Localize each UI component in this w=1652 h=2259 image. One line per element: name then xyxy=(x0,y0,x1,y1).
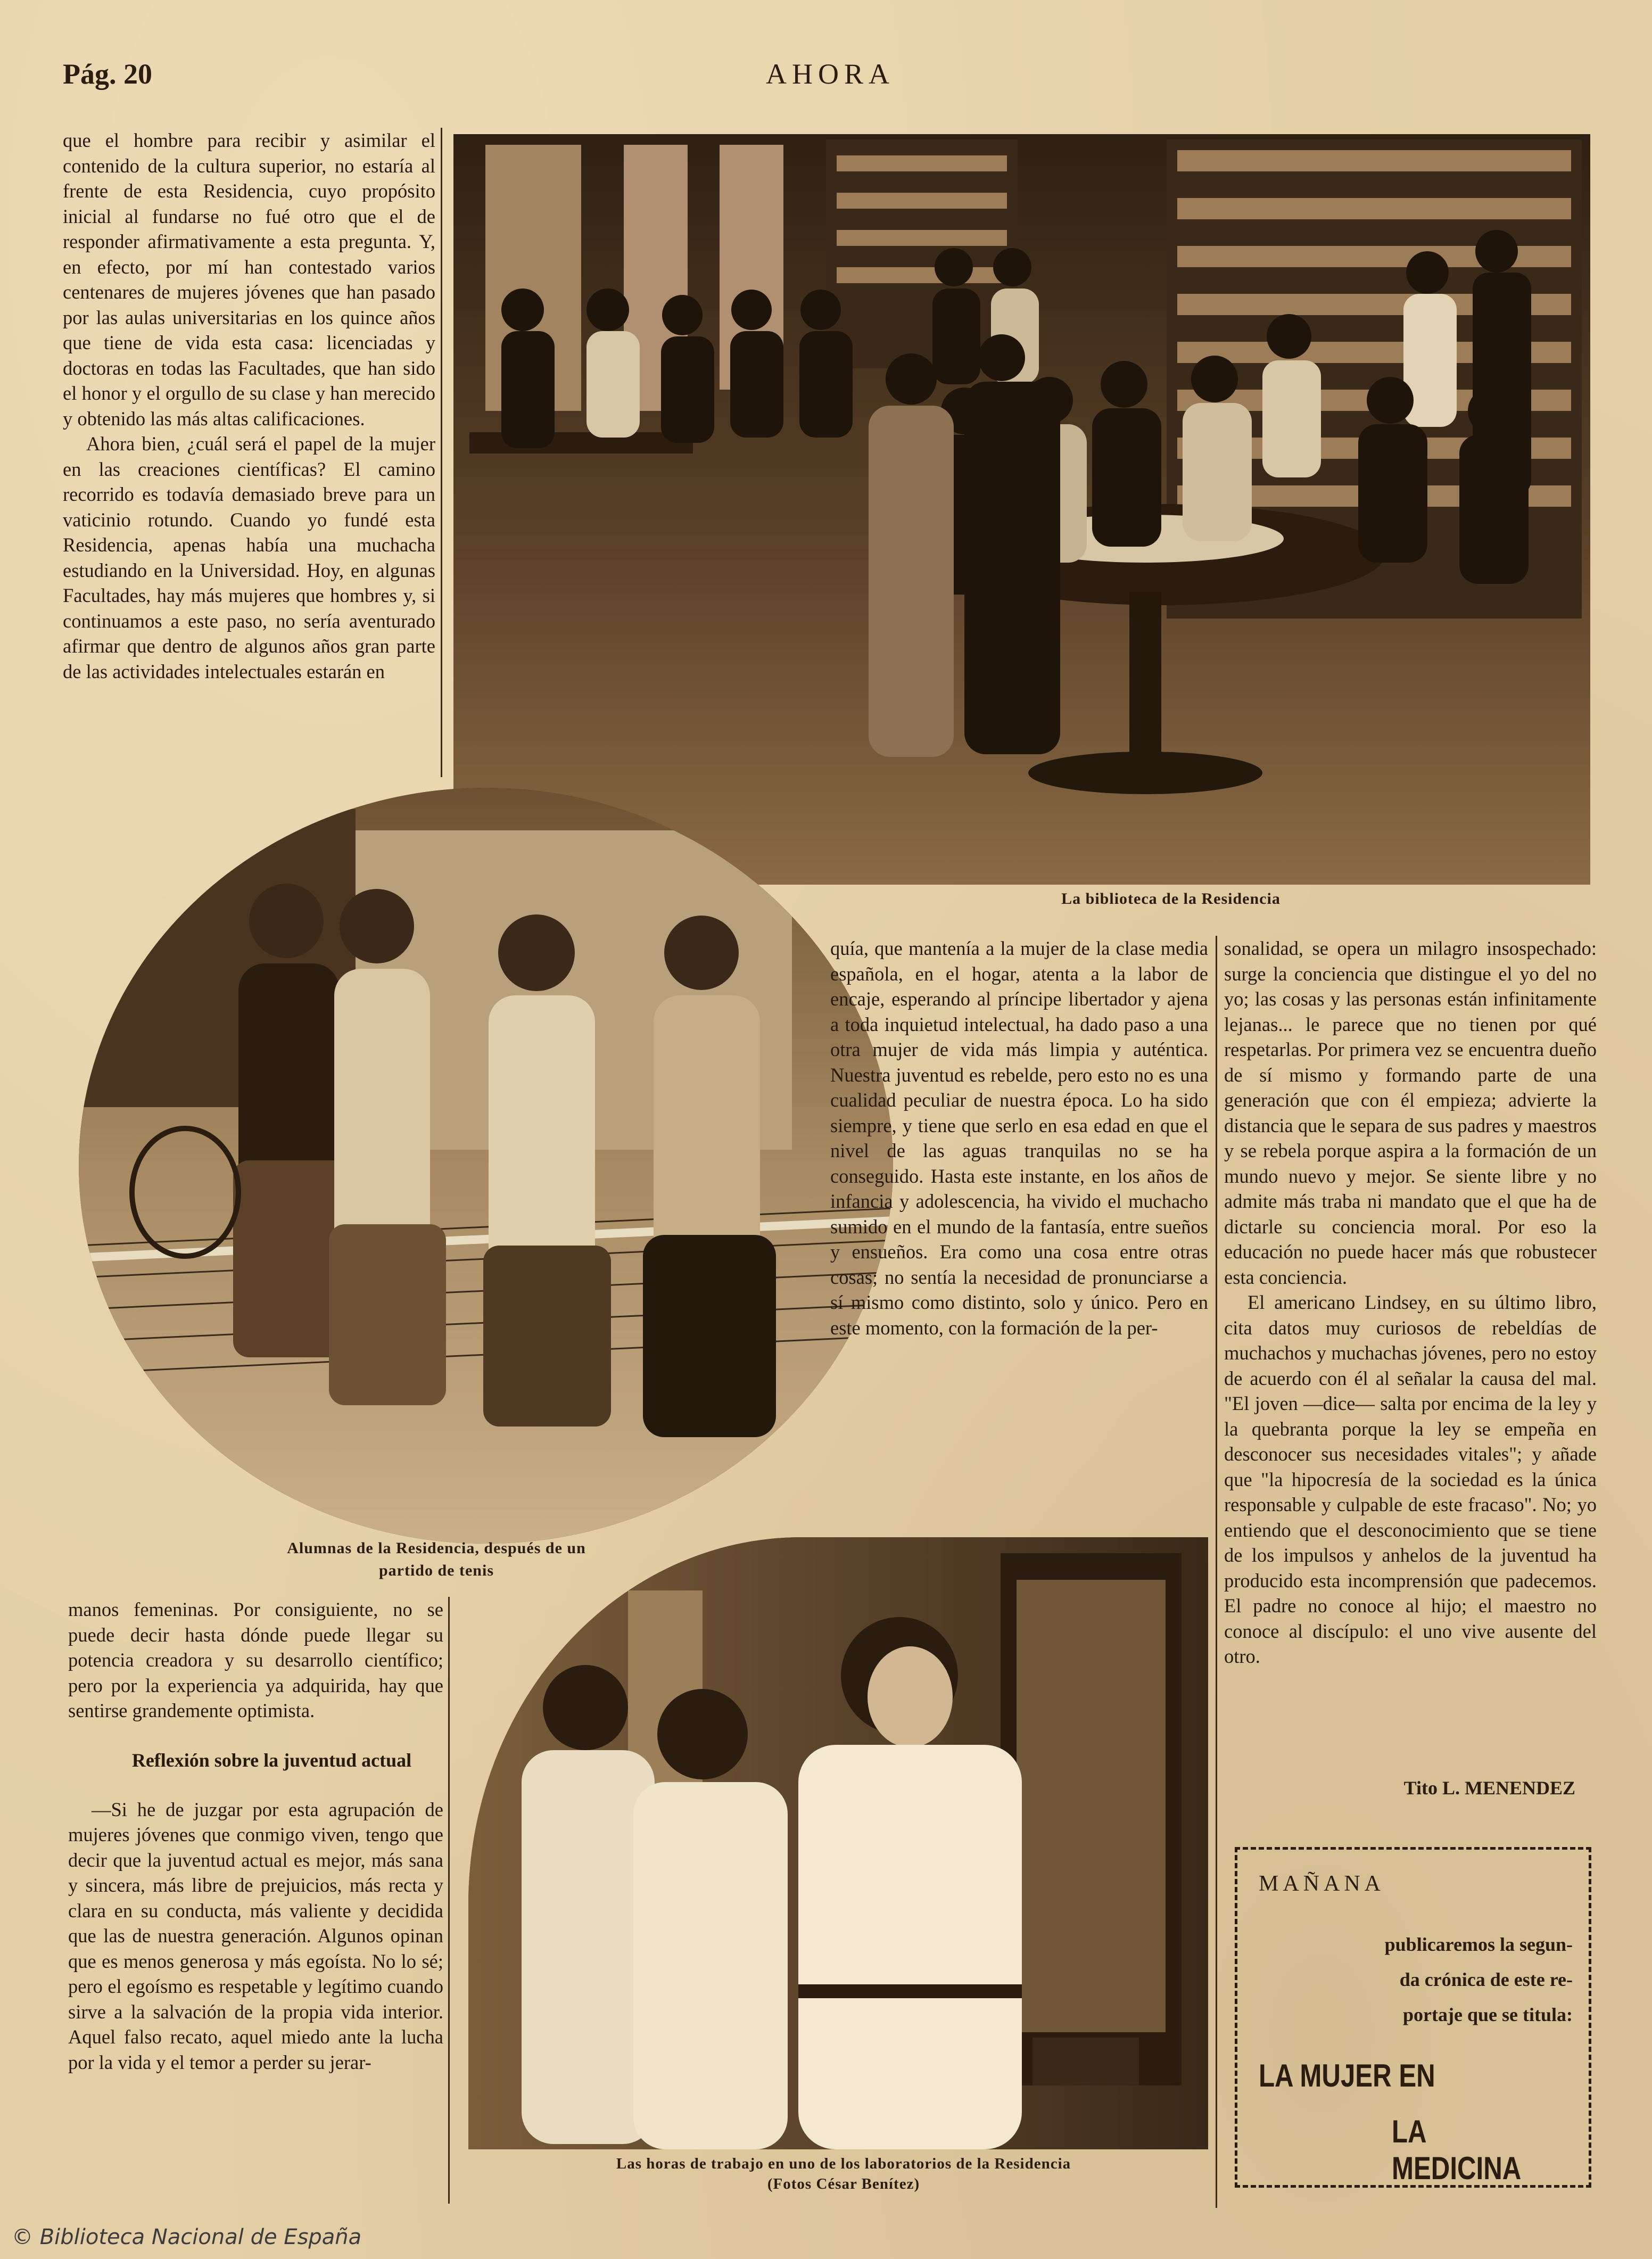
library-caption: La biblioteca de la Residencia xyxy=(1061,890,1281,908)
paragraph: sonalidad, se opera un milagro insospechado: surge la conciencia que distingue el yo del no yo; las cosas y las personas están infinitamente lejanas... le parece que no tienen por qué respetarlas. Por primera vez se encuentra dueño de sí mismo y formando parte de una generación que con él empieza; advierte la distancia que le separa de sus padres y maestros y se rebela porque aspira a la formación de un mundo nuevo y mejor. Se siente libre y no admite más traba ni mandato que el que ha de dictarle su conciencia moral. Por eso la educación no puede hacer más que robustecer esta conciencia. xyxy=(1224,937,1597,1288)
manana-title-line1: LA MUJER EN xyxy=(1259,2058,1435,2093)
column-divider xyxy=(441,128,442,777)
column1-bottom-text xyxy=(68,1597,443,2075)
laboratory-caption-line2: (Fotos César Benítez) xyxy=(767,2175,920,2192)
paragraph: manos femeninas. Por consiguiente, no se puede decir hasta dónde puede llegar su potencia creadora y su desarrollo científico; pero por la experiencia ya adquirida, hay que sentirse grandemente optimista. xyxy=(68,1598,443,1721)
library-photo-illustration xyxy=(453,134,1590,885)
tennis-photo-illustration xyxy=(79,788,893,1544)
column-divider xyxy=(448,1597,450,2204)
manana-title-line2: LA MEDICINA xyxy=(1392,2114,1522,2186)
author-signature: Tito L. MENENDEZ xyxy=(1403,1777,1575,1799)
manana-heading: MAÑANA xyxy=(1259,1871,1385,1896)
tennis-photo xyxy=(79,788,893,1544)
paragraph: quía, que mantenía a la mujer de la clase media española, en el hogar, atenta a la labor de encaje, esperando al príncipe libertador y ajena a toda inquietud intelectual, ha dado paso a una otra mujer de vida más limpia y auténtica. Nuestra juventud es rebelde, pero esto no es una cualidad peculiar de nuestra época. Lo ha sido siempre, y tiene que serlo en esa edad en que el nivel de las aguas tranquilas no se ha conseguido. Hasta este instante, en los años de infancia y adolescencia, ha vivido el muchacho sumido en el mundo de la fantasía, entre sueños y ensueños. Era como una cosa entre otras cosas; no sentía la necesidad de pronunciarse a sí mismo como distinto, solo y único. Pero en este momento, con la formación de la per- xyxy=(830,937,1208,1339)
tennis-caption-line2: partido de tenis xyxy=(378,1562,494,1579)
column1-top-text xyxy=(63,128,435,684)
paragraph: El americano Lindsey, en su último libro, cita datos muy curiosos de rebeldías de muchachos y muchachas jóvenes, pero no estoy de acuerdo con él al señalar la causa del mal. "El joven —dice— salta por encima de la ley y la quebranta porque la ley se empeña en desconocer sus necesidades vitales"; y añade que "la hipocresía de la sociedad es la única responsable y culpable de este fracaso". No; yo entiendo que el desconocimiento que se tiene de los impulsos y anhelos de la juventud ha producido esta incomprensión que padecemos. El padre no conoce al hijo; el maestro no conoce al discípulo: el uno vive ausente del otro. xyxy=(1224,1291,1597,1667)
tennis-caption xyxy=(202,1537,671,1582)
manana-line: publicaremos la segun- xyxy=(1384,1934,1573,1955)
column2-mid-text xyxy=(830,936,1208,1340)
paragraph: que el hombre para recibir y asimilar el contenido de la cultura superior, no estaría al frente de esta Residencia, cuyo propósito inicial al fundarse no fué otro que el de responder afirmativamente a esta pregunta. Y, en efecto, por mí han contestado varios centenares de mujeres jóvenes que han pasado por las aulas universitarias en los quince años que tiene de vida esta casa: licenciadas y doctoras en todas las Facultades, que han sido el honor y el orgullo de su clase y han merecido y obtenido las más altas calificaciones. xyxy=(63,129,435,430)
manana-announcement-box xyxy=(1235,1847,1591,2188)
column-divider xyxy=(1216,936,1217,2208)
paragraph: Ahora bien, ¿cuál será el papel de la mujer en las creaciones científicas? El camino recorrido es todavía demasiado breve para un vaticinio rotundo. Cuando yo fundé esta Residencia, apenas había una muchacha estudiando en la Universidad. Hoy, en algunas Facultades, hay más mujeres que hombres y, si continuamos a este paso, no sería aventurado afirmar que dentro de algunos años gran parte de las actividades intelectuales estarán en xyxy=(63,433,435,682)
magazine-title: AHORA xyxy=(765,58,895,90)
tennis-caption-line1: Alumnas de la Residencia, después de un xyxy=(287,1539,586,1557)
paragraph: —Si he de juzgar por esta agrupación de mujeres jóvenes que conmigo viven, tengo que decir que la juventud actual es mejor, más sana y sincera, más libre de prejuicios, más recta y clara en su conducta, más valiente y decidida que las de nuestra generación. Algunos opinan que es menos generosa y más egoísta. No lo sé; pero el egoísmo es respetable y legítimo cuando sirve a la salvación de la propia vida interior. Aquel falso recato, aquel miedo ante la lucha por la vida y el temor a perder su jerar- xyxy=(68,1798,443,2073)
manana-line: da crónica de este re- xyxy=(1399,1969,1573,1990)
manana-line: portaje que se titula: xyxy=(1403,2004,1573,2025)
library-photo xyxy=(453,134,1590,885)
manana-text xyxy=(1333,1927,1573,2032)
section-subhead: Reflexión sobre la juventud actual xyxy=(131,1749,412,1771)
copyright-notice: © Biblioteca Nacional de España xyxy=(12,2225,362,2249)
page-number: Pág. 20 xyxy=(63,58,152,90)
laboratory-photo-illustration xyxy=(468,1537,1208,2149)
laboratory-photo xyxy=(468,1537,1208,2149)
laboratory-caption xyxy=(479,2154,1208,2194)
laboratory-caption-line1: Las horas de trabajo en uno de los laboratorios de la Residencia xyxy=(616,2155,1071,2172)
column3-text xyxy=(1224,936,1597,1669)
